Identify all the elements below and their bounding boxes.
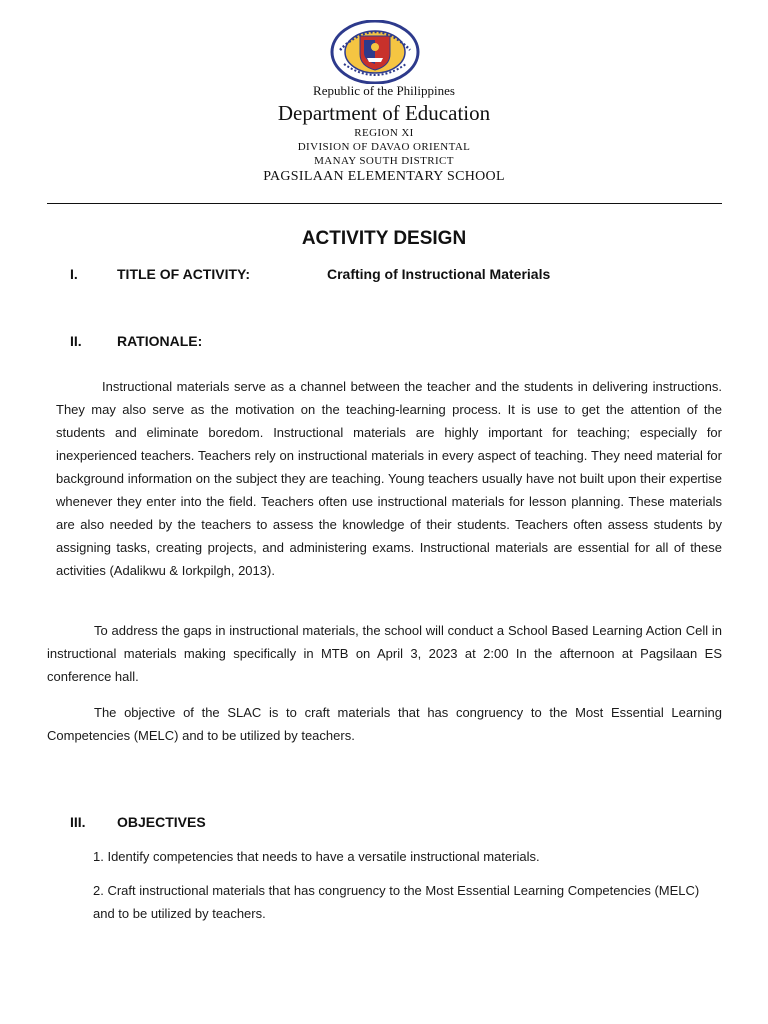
activity-title-value: Crafting of Instructional Materials (327, 266, 551, 282)
document-title: ACTIVITY DESIGN (301, 228, 467, 249)
section-3-number: III. (70, 814, 86, 830)
rationale-paragraph-1: Instructional materials serve as a channel between the teacher and the students in delivering instructions. They may also serve as the motivation on the teaching-learning process. It is use to get the attention of the students and eliminate boredom. Instructional materials are highly important for teaching; especially for inexperienced teachers. Teachers rely on instructional materials in every aspect of teaching. They need material for background information on the subject they are teaching. Young teachers usually have not built upon their expertise whenever they enter into the field. Teachers often use instructional materials for lesson planning. These materials are also needed by the teachers to assess the knowledge of their students. Teachers often assess students by assigning tasks, creating projects, and administering exams. Instructional materials are essential for all of these activities (Adalikwu & Iorkpilgh, 2013). (56, 379, 722, 578)
letterhead-republic: Republic of the Philippines (313, 83, 455, 98)
letterhead-division: DIVISION OF DAVAO ORIENTAL (297, 141, 471, 153)
section-1-number: I. (70, 266, 78, 282)
deped-seal-icon (330, 20, 420, 84)
objective-item-1: 1. Identify competencies that needs to have a versatile instructional materials. (93, 849, 540, 864)
section-2-number: II. (70, 333, 82, 349)
section-3-label: OBJECTIVES (117, 814, 206, 830)
rationale-paragraph-3: The objective of the SLAC is to craft materials that has congruency to the Most Essential Learning Competencies (MELC) and to be utilized by teachers. (47, 705, 722, 743)
section-1-label: TITLE OF ACTIVITY: (117, 266, 250, 282)
rationale-paragraph-2: To address the gaps in instructional materials, the school will conduct a School Based Learning Action Cell in instructional materials making specifically in MTB on April 3, 2023 at 2:00 In the afternoon at Pagsilaan ES conference hall. (47, 623, 722, 684)
letterhead-department: Department of Education (277, 101, 491, 125)
header-divider (47, 203, 722, 204)
letterhead-school: PAGSILAAN ELEMENTARY SCHOOL (263, 169, 505, 184)
letterhead-district: MANAY SOUTH DISTRICT (314, 155, 454, 167)
objective-item-2: 2. Craft instructional materials that has congruency to the Most Essential Learning Competencies (MELC) and to be utilized by teachers. (93, 883, 700, 921)
letterhead-region: REGION XI (354, 127, 414, 139)
section-2-label: RATIONALE: (117, 333, 203, 349)
